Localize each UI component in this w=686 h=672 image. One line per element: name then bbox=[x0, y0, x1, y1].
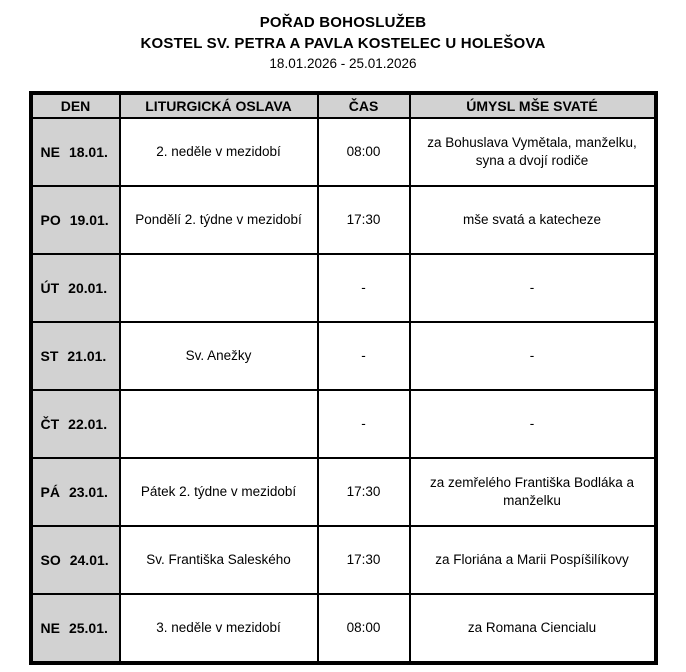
table-row bbox=[31, 118, 656, 186]
time-cell: - bbox=[318, 390, 410, 458]
time-cell: - bbox=[318, 254, 410, 322]
day-abbr: NE bbox=[40, 620, 60, 636]
table-row bbox=[31, 254, 656, 322]
day-abbr: ST bbox=[40, 348, 59, 364]
day-date: 25.01. bbox=[68, 620, 108, 636]
day-date: 24.01. bbox=[69, 552, 109, 568]
celebration-cell: Pátek 2. týdne v mezidobí bbox=[120, 458, 318, 526]
intention-cell: za Floriána a Marii Pospíšilíkovy bbox=[410, 526, 656, 594]
intention-cell: mše svatá a katecheze bbox=[410, 186, 656, 254]
day-date: 18.01. bbox=[68, 144, 108, 160]
day-cell bbox=[31, 322, 120, 390]
day-date: 21.01. bbox=[67, 348, 107, 364]
intention-cell: za Romana Ciencialu bbox=[410, 594, 656, 663]
intention-cell: - bbox=[410, 390, 656, 458]
document-title: POŘAD BOHOSLUŽEB bbox=[259, 14, 427, 31]
church-name: KOSTEL SV. PETRA A PAVLA KOSTELEC U HOLEŠOVA bbox=[140, 35, 546, 52]
time-cell: 08:00 bbox=[318, 118, 410, 186]
day-cell bbox=[31, 594, 120, 663]
celebration-cell: Sv. Anežky bbox=[120, 322, 318, 390]
day-cell bbox=[31, 390, 120, 458]
time-cell: 17:30 bbox=[318, 458, 410, 526]
day-abbr: ÚT bbox=[40, 280, 60, 296]
celebration-cell bbox=[120, 390, 318, 458]
table-row bbox=[31, 594, 656, 663]
time-cell: 17:30 bbox=[318, 186, 410, 254]
table-row bbox=[31, 526, 656, 594]
day-date: 22.01. bbox=[68, 416, 108, 432]
celebration-cell: Pondělí 2. týdne v mezidobí bbox=[120, 186, 318, 254]
column-header-liturgicka-oslava: LITURGICKÁ OSLAVA bbox=[120, 93, 318, 118]
document-header bbox=[0, 13, 686, 74]
day-cell bbox=[31, 118, 120, 186]
day-abbr: ČT bbox=[40, 416, 60, 432]
column-header-umysl-mse-svate: ÚMYSL MŠE SVATÉ bbox=[410, 93, 656, 118]
day-cell bbox=[31, 186, 120, 254]
column-header-cas: ČAS bbox=[318, 93, 410, 118]
celebration-cell: 2. neděle v mezidobí bbox=[120, 118, 318, 186]
table-row bbox=[31, 458, 656, 526]
intention-cell: za zemřelého Františka Bodláka a manželku bbox=[410, 458, 656, 526]
celebration-cell: 3. neděle v mezidobí bbox=[120, 594, 318, 663]
day-date: 23.01. bbox=[68, 484, 108, 500]
column-header-den: DEN bbox=[31, 93, 120, 118]
day-cell bbox=[31, 254, 120, 322]
date-range: 18.01.2026 - 25.01.2026 bbox=[269, 56, 417, 71]
time-cell: 17:30 bbox=[318, 526, 410, 594]
table-row bbox=[31, 390, 656, 458]
intention-cell: za Bohuslava Vymětala, manželku, syna a dvojí rodiče bbox=[410, 118, 656, 186]
celebration-cell bbox=[120, 254, 318, 322]
day-cell bbox=[31, 458, 120, 526]
day-abbr: NE bbox=[40, 144, 60, 160]
celebration-cell: Sv. Františka Saleského bbox=[120, 526, 318, 594]
schedule-table bbox=[29, 91, 658, 665]
table-row bbox=[31, 186, 656, 254]
day-date: 19.01. bbox=[69, 212, 109, 228]
day-abbr: SO bbox=[40, 552, 61, 568]
intention-cell: - bbox=[410, 322, 656, 390]
table-header-row bbox=[31, 93, 656, 118]
time-cell: 08:00 bbox=[318, 594, 410, 663]
intention-cell: - bbox=[410, 254, 656, 322]
day-abbr: PO bbox=[40, 212, 61, 228]
time-cell: - bbox=[318, 322, 410, 390]
day-abbr: PÁ bbox=[40, 484, 60, 500]
table-row bbox=[31, 322, 656, 390]
day-cell bbox=[31, 526, 120, 594]
day-date: 20.01. bbox=[68, 280, 108, 296]
